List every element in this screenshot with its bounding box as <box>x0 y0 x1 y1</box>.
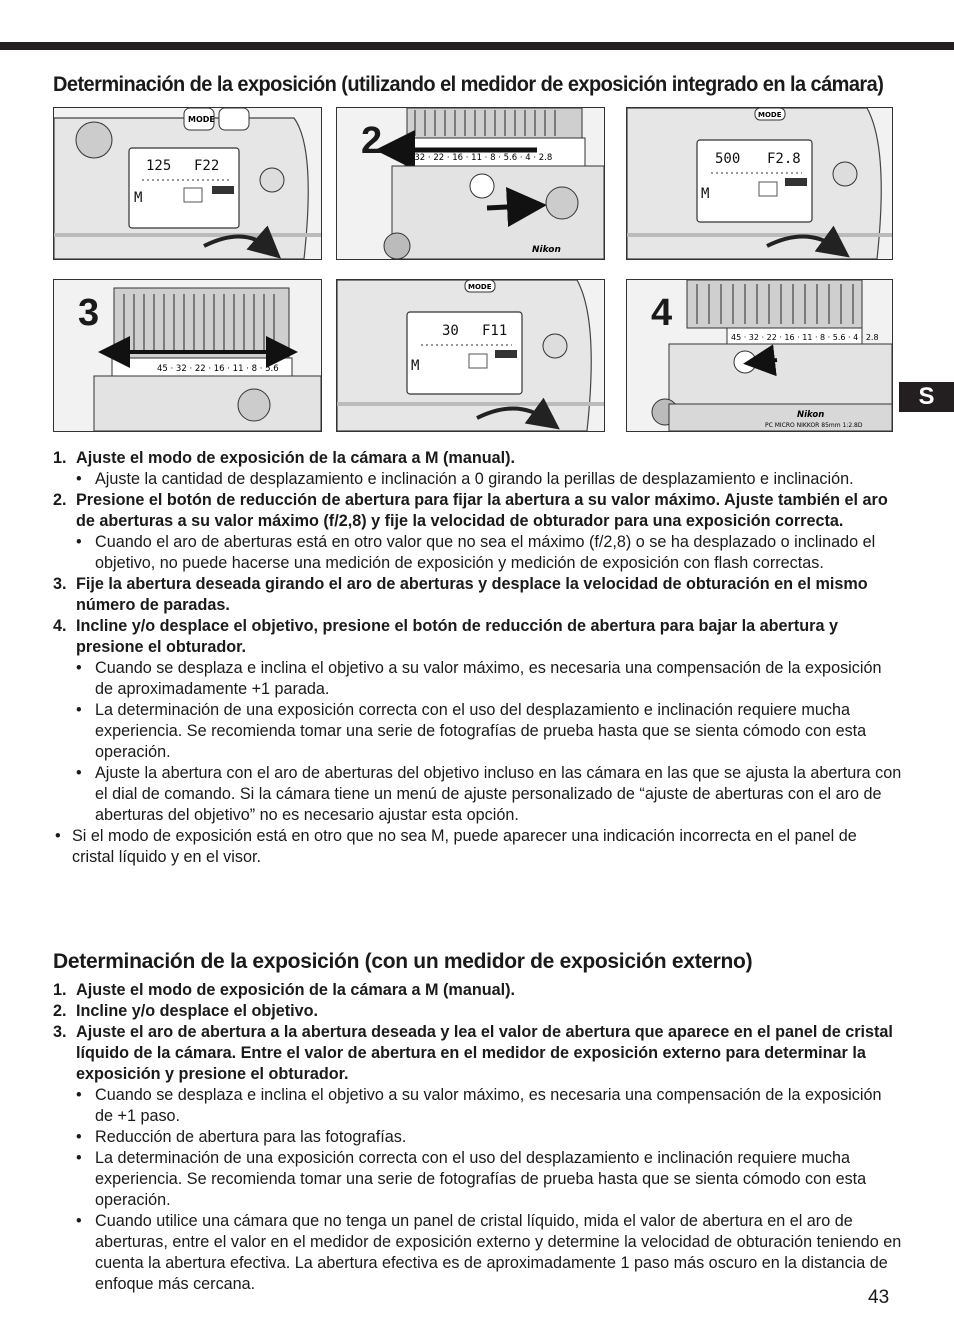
figure-4-lens-ring <box>53 279 322 432</box>
brand-logo: Nikon <box>532 245 561 255</box>
step-4-bullet-1: • Cuando se desplaza e inclina el objetivo a su valor máximo, es necesaria una compensación de la exposición de aproximadamente +1 parada. <box>76 659 882 698</box>
lens-name-label: PC MICRO NIKKOR 85mm 1:2.8D <box>765 422 863 429</box>
section1-note: • Si el modo de exposición está en otro que no sea M, puede aparecer una indicación incorrecta en el panel de cristal líquido y en el visor. <box>55 827 857 866</box>
section1-steps <box>53 448 903 868</box>
lcd-aperture-value: F11 <box>482 323 508 339</box>
aperture-scale: 45 · 32 · 22 · 16 · 11 · 8 · 5.6 · 4 · 2.8 <box>731 333 879 342</box>
lcd-shutter-value: 500 <box>715 151 741 167</box>
lcd-mode-value: M <box>411 358 420 374</box>
lcd-mode-value: M <box>701 186 710 202</box>
step-4-bullet-2: • La determinación de una exposición correcta con el uso del desplazamiento e inclinación requiere mucha experiencia. Se recomienda tomar una serie de fotografías de prueba hasta que se sienta cómodo con esta operación. <box>76 701 867 761</box>
lcd-aperture-value: F2.8 <box>767 151 801 167</box>
step-text: Ajuste el aro de abertura a la abertura deseada y lea el valor de abertura que aparece en el panel de cristal líquido de la cámara. Entre el valor de abertura en el medidor de exposición externo para determinar la exposición y presione el obturador. <box>76 1023 893 1083</box>
figure-2-lens-aperture <box>336 107 605 260</box>
section1-title: Determinación de la exposición (utilizando el medidor de exposición integrado en la cámara) <box>53 72 884 96</box>
step-text: Incline y/o desplace el objetivo, presione el botón de reducción de abertura para bajar la abertura y presione el obturador. <box>76 617 838 656</box>
step-3: 3. Ajuste el aro de abertura a la abertura deseada y lea el valor de abertura que aparece en el panel de cristal líquido de la cámara. Entre el valor de abertura en el medidor de exposición externo para determinar la exposición y presione el obturador. <box>53 1023 893 1083</box>
step-4: 4. Incline y/o desplace el objetivo, presione el botón de reducción de abertura para bajar la abertura y presione el obturador. <box>53 617 838 656</box>
section2 <box>53 948 903 1295</box>
aperture-scale: 45 · 32 · 22 · 16 · 11 · 8 · 5.6 <box>157 364 279 374</box>
step-2: 2. Presione el botón de reducción de abertura para fijar la abertura a su valor máximo. Ajuste también el aro de aberturas a su valor máximo (f/2,8) y fije la velocidad de obturador para una exposición correcta. <box>53 491 888 530</box>
figure-6-stop-down-button <box>626 279 893 432</box>
mode-button-label: MODE <box>758 111 782 119</box>
figure-5-camera-lcd <box>336 279 605 432</box>
lcd-mode-value: M <box>134 190 143 206</box>
brand-logo: Nikon <box>797 410 825 420</box>
step-text: Fije la abertura deseada girando el aro de aberturas y desplace la velocidad de obturación en el mismo número de paradas. <box>76 575 868 614</box>
step-4-bullet-3: • Ajuste la abertura con el aro de aberturas del objetivo incluso en las cámara en las que se ajusta la abertura con el dial de comando. Si la cámara tiene un menú de ajuste personalizado de “ajuste de aberturas con el aro de aberturas del objetivo” no es necesario ajustar esta opción. <box>76 764 902 824</box>
step-1-bullet-1: • Ajuste la cantidad de desplazamiento e inclinación a 0 girando la perillas de desplazamiento e inclinación. <box>76 470 854 488</box>
section-tab-s: S <box>899 382 954 412</box>
page-number: 43 <box>868 1287 890 1308</box>
lcd-shutter-value: 125 <box>146 158 172 174</box>
aperture-scale: · 32 · 22 · 16 · 11 · 8 · 5.6 · 4 · 2.8 <box>409 153 553 163</box>
step-text: Presione el botón de reducción de abertura para fijar la abertura a su valor máximo. Ajuste también el aro de aberturas a su valor máximo (f/2,8) y fije la velocidad de obturador para una exposición correcta. <box>76 491 888 530</box>
step-3-bullet-4: • Cuando utilice una cámara que no tenga un panel de cristal líquido, mida el valor de abertura en el aro de aberturas, entre el valor en el medidor de exposición externo y determine la velocidad de obturación teniendo en cuenta la abertura efectiva. La abertura efectiva es de aproximadamente 1 paso más oscuro en la distancia de enfoque más cercana. <box>76 1212 902 1293</box>
step-1: 1. Ajuste el modo de exposición de la cámara a M (manual). <box>53 449 515 467</box>
figure-label-2: 2 <box>361 120 383 162</box>
step-2-bullet-1: • Cuando el aro de aberturas está en otro valor que no sea el máximo (f/2,8) o se ha desplazado o inclinado el objetivo, no puede hacerse una medición de exposición y medición de exposición con flash correctas. <box>76 533 876 572</box>
step-text: Incline y/o desplace el objetivo. <box>76 1002 318 1020</box>
step-3-bullet-2: • Reducción de abertura para las fotografías. <box>76 1128 407 1146</box>
top-rule <box>0 42 954 50</box>
figure-1-camera-lcd <box>53 107 322 260</box>
section2-title: Determinación de la exposición (con un medidor de exposición externo) <box>53 950 753 973</box>
step-1: 1. Ajuste el modo de exposición de la cámara a M (manual). <box>53 981 515 999</box>
lcd-shutter-value: 30 <box>442 323 459 339</box>
figure-3-camera-lcd <box>626 107 893 260</box>
figure-label-4: 4 <box>651 292 673 334</box>
step-3: 3. Fije la abertura deseada girando el aro de aberturas y desplace la velocidad de obturación en el mismo número de paradas. <box>53 575 868 614</box>
step-3-bullet-3: • La determinación de una exposición correcta con el uso del desplazamiento e inclinación requiere mucha experiencia. Se recomienda tomar una serie de fotografías de prueba hasta que se sienta cómodo con esta operación. <box>76 1149 867 1209</box>
step-3-bullet-1: • Cuando se desplaza e inclina el objetivo a su valor máximo, es necesaria una compensación de la exposición de +1 paso. <box>76 1086 882 1125</box>
step-text: Ajuste el modo de exposición de la cámara a M (manual). <box>76 981 515 999</box>
step-2: 2. Incline y/o desplace el objetivo. <box>53 1002 318 1020</box>
step-text: Ajuste el modo de exposición de la cámara a M (manual). <box>76 449 515 467</box>
mode-button-label: MODE <box>188 115 215 124</box>
figure-label-3: 3 <box>78 292 100 334</box>
lcd-aperture-value: F22 <box>194 158 220 174</box>
mode-button-label: MODE <box>468 283 492 291</box>
